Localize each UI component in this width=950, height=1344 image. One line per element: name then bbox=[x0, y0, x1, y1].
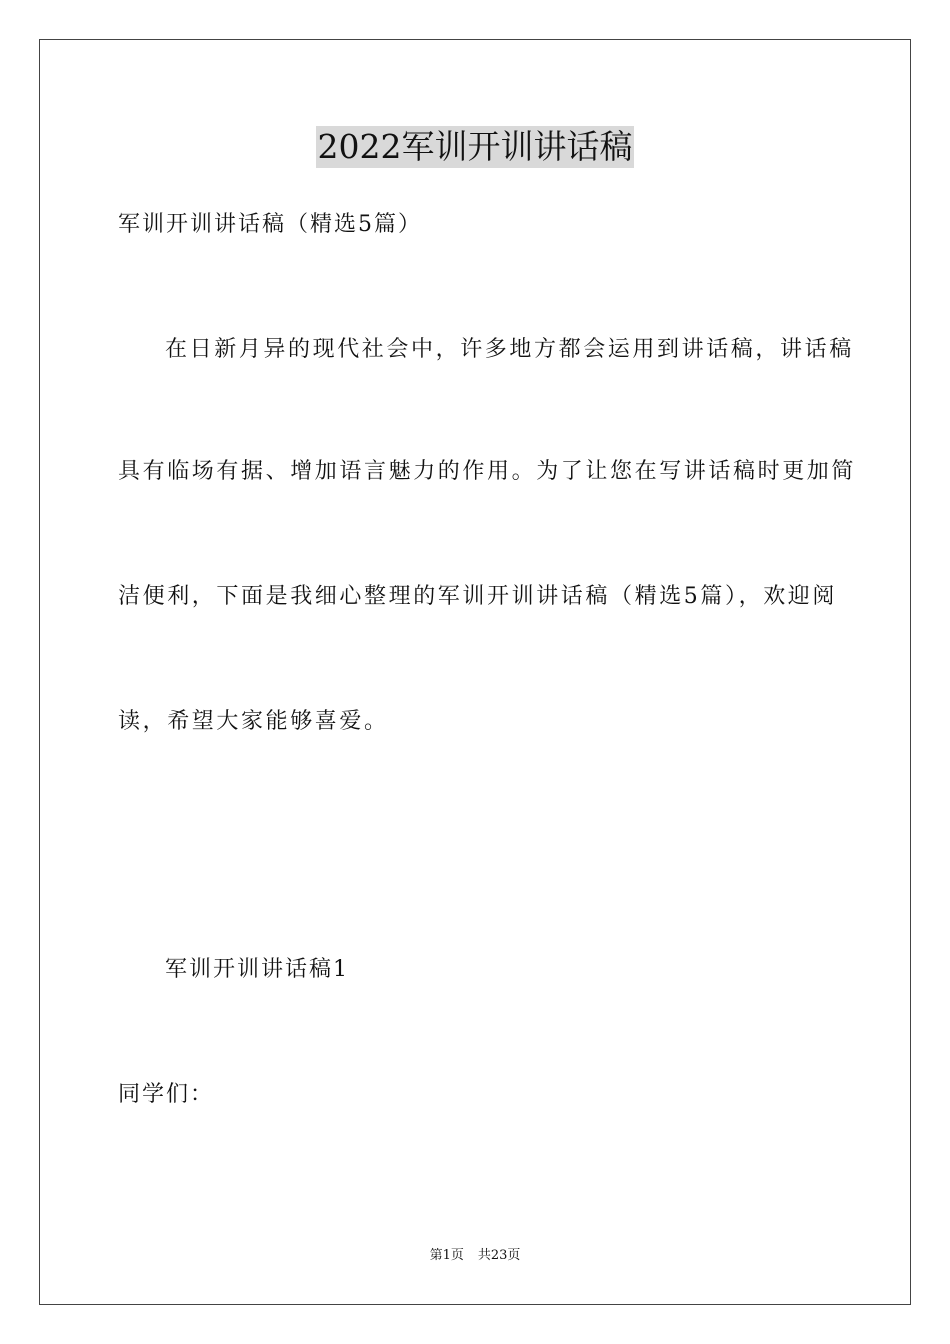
page-number: 第1页 bbox=[429, 1248, 464, 1263]
intro-paragraph-line-4: 读，希望大家能够喜爱。 bbox=[118, 709, 389, 734]
greeting-line: 同学们： bbox=[118, 1082, 215, 1107]
intro-paragraph-line-3: 洁便利，下面是我细心整理的军训开训讲话稿（精选5篇），欢迎阅 bbox=[118, 584, 837, 609]
page-footer bbox=[0, 1246, 950, 1266]
document-title: 2022军训开训讲话稿 bbox=[317, 127, 633, 166]
document-subtitle: 军训开训讲话稿（精选5篇） bbox=[118, 212, 422, 237]
page-total: 共23页 bbox=[477, 1248, 521, 1263]
intro-paragraph-line-1: 在日新月异的现代社会中，许多地方都会运用到讲话稿，讲话稿 bbox=[165, 337, 854, 362]
intro-paragraph-line-2: 具有临场有据、增加语言魅力的作用。为了让您在写讲话稿时更加简 bbox=[118, 459, 857, 484]
title-container bbox=[0, 126, 950, 168]
section-heading: 军训开训讲话稿1 bbox=[165, 957, 349, 982]
